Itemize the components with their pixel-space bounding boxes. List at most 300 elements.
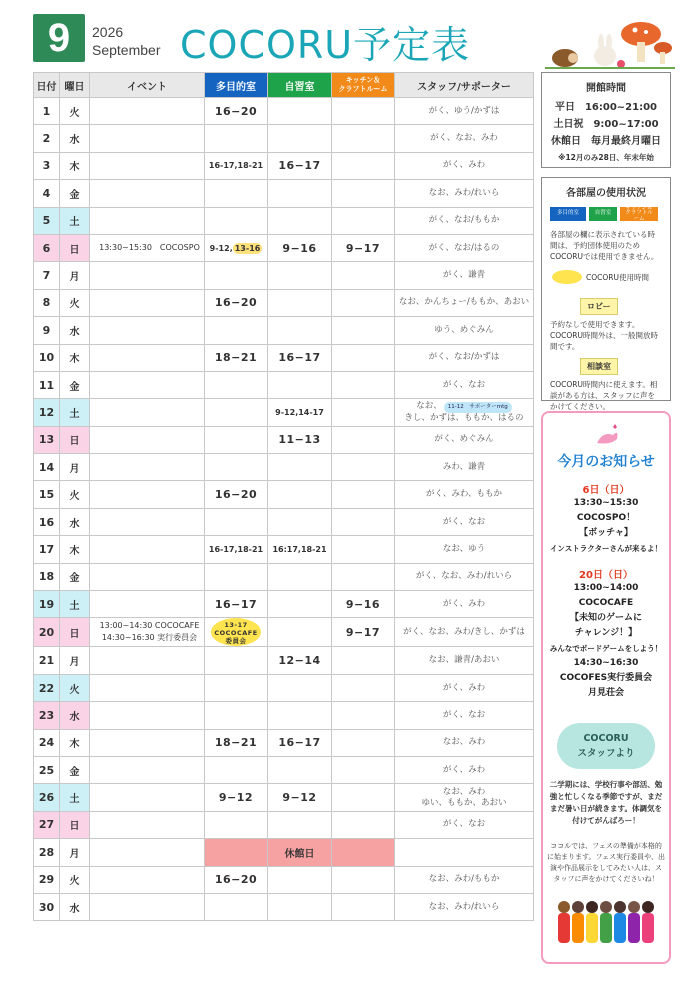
staff-cell: [395, 563, 534, 590]
event-cell: [90, 125, 205, 152]
table-row: [34, 207, 534, 234]
weekday-cell: 水: [60, 508, 90, 535]
yellow-ellipse-icon: [552, 270, 582, 284]
kitchen-cell: [332, 536, 395, 563]
multi-room-cell: [205, 784, 268, 811]
kitchen-cell: [332, 152, 395, 179]
staff-cell: [395, 125, 534, 152]
kitchen-cell: [332, 317, 395, 344]
date-cell: 8: [34, 289, 60, 316]
study-room-cell: [268, 674, 332, 701]
weekday-cell: 土: [60, 591, 90, 618]
col-header-event: イベント: [90, 73, 205, 98]
multi-room-cell: [205, 674, 268, 701]
study-room-cell: 16−17: [268, 152, 332, 179]
date-cell: 7: [34, 262, 60, 289]
event-cell: [90, 647, 205, 674]
col-header-weekday: 曜日: [60, 73, 90, 98]
table-row: [34, 152, 534, 179]
event-cell: [90, 98, 205, 125]
event-cell: [90, 371, 205, 398]
staff-line: がく、なお/かずは: [428, 352, 500, 363]
study-room-cell: 16:17,18-21: [268, 536, 332, 563]
monthly-notice-box: [541, 411, 671, 964]
weekday-cell: 土: [60, 784, 90, 811]
notice-event1-sub: 【ボッチャ】: [579, 528, 633, 538]
weekday-cell: 木: [60, 152, 90, 179]
staff-line: ゆう、めぐみん: [434, 324, 494, 335]
table-row: [34, 98, 534, 125]
weekday-cell: 火: [60, 289, 90, 316]
staff-cell: [395, 481, 534, 508]
staff-line: がく、なお: [442, 709, 486, 720]
weekday-cell: 木: [60, 729, 90, 756]
multi-room-time: 16−20: [214, 104, 258, 118]
staff-cell: [395, 866, 534, 893]
weekday-cell: 水: [60, 125, 90, 152]
multi-room-cell: [205, 702, 268, 729]
month-number: 9: [33, 14, 85, 62]
weekday-cell: 火: [60, 866, 90, 893]
event-line: 14:30~16:30 実行委員会: [101, 633, 198, 643]
event-cell: [90, 399, 205, 426]
staff-cell: [395, 674, 534, 701]
kitchen-cell: [332, 399, 395, 426]
table-row: [34, 647, 534, 674]
supporter-mtg-tag: 11-12 サポーターmtg: [444, 402, 512, 413]
multi-room-cell: [205, 866, 268, 893]
table-row: [34, 289, 534, 316]
date-cell: 9: [34, 317, 60, 344]
table-row: [34, 563, 534, 590]
staff-line: がく、みわ、ももか: [426, 489, 502, 500]
staff-line: がく、ゆう/かずは: [428, 105, 500, 116]
multi-room-cell: [205, 893, 268, 920]
event-cell: [90, 152, 205, 179]
date-cell: 20: [34, 618, 60, 647]
staff-cell: [395, 371, 534, 398]
date-cell: 13: [34, 426, 60, 453]
staff-cell: [395, 702, 534, 729]
date-cell: 5: [34, 207, 60, 234]
kitchen-cell: [332, 371, 395, 398]
date-cell: 21: [34, 647, 60, 674]
date-cell: 27: [34, 811, 60, 838]
kitchen-cell: [332, 508, 395, 535]
staff-line: がく、なお: [442, 379, 486, 390]
table-row: [34, 618, 534, 647]
cococafe-bubble: 13-17 COCOCAFE 委員会: [211, 618, 261, 646]
staff-line: がく、なお/はるの: [428, 242, 500, 253]
study-room-cell: [268, 262, 332, 289]
event-cell: [90, 702, 205, 729]
col-header-study-room: 自習室: [268, 73, 332, 98]
study-room-cell: 9-12,14-17: [268, 399, 332, 426]
lobby-text: 予約なしで使用できます。COCORU時間外は、一般開放時間です。: [550, 320, 658, 351]
table-row: [34, 125, 534, 152]
multi-room-cell: [205, 234, 268, 261]
col-header-staff: スタッフ/サポーター: [395, 73, 534, 98]
multi-room-time: 16-17,18-21: [208, 544, 264, 554]
kitchen-cell: 9−16: [332, 591, 395, 618]
table-row: [34, 536, 534, 563]
date-cell: 23: [34, 702, 60, 729]
staff-line: がく、みわ: [442, 682, 486, 693]
consult-text: COCORU時間内に使えます。相談がある方は、スタッフに声をかけてください。: [550, 380, 658, 411]
staff-line: なお、みわ: [442, 786, 486, 797]
event-cell: [90, 508, 205, 535]
fes-message: ココルでは、フェスの準備が本格的に始まります。フェス実行委員や、出演や作品展示をしてみたい人は、スタッフに声をかけてくださいね！: [547, 842, 665, 883]
weekday-cell: 木: [60, 536, 90, 563]
cloud-line-2: スタッフより: [577, 748, 635, 759]
weekday-cell: 月: [60, 262, 90, 289]
staff-line: がく、なお、みわ: [430, 133, 498, 144]
weekday-cell: 金: [60, 563, 90, 590]
date-cell: 19: [34, 591, 60, 618]
month-name: September: [92, 42, 161, 58]
kitchen-cell: [332, 454, 395, 481]
event-cell: [90, 756, 205, 783]
study-room-cell: [268, 563, 332, 590]
event-cell: [90, 839, 205, 866]
event-line: 13:30~15:30 COCOSPO: [99, 243, 200, 253]
staff-line: がく、めぐみん: [434, 434, 494, 445]
study-room-cell: 16−17: [268, 729, 332, 756]
table-row: [34, 426, 534, 453]
multi-room-cell: [205, 344, 268, 371]
weekday-cell: 月: [60, 839, 90, 866]
table-row: [34, 811, 534, 838]
weekday-cell: 土: [60, 399, 90, 426]
staff-line: がく、みわ: [442, 598, 486, 609]
hours-title: 開館時間: [586, 83, 626, 94]
study-room-cell: [268, 893, 332, 920]
multi-room-time: 9−12: [218, 791, 254, 805]
date-cell: 18: [34, 563, 60, 590]
study-room-cell: [268, 756, 332, 783]
staff-cell: [395, 756, 534, 783]
kitchen-cell: [332, 180, 395, 207]
staff-line: なお、謙青/あおい: [428, 655, 500, 666]
staff-line: がく、謙青: [442, 270, 486, 281]
kitchen-cell: [332, 481, 395, 508]
staff-line: なお、かんちょー/ももか、あおい: [398, 297, 530, 308]
mushroom-animals-illustration: [545, 12, 675, 72]
date-cell: 4: [34, 180, 60, 207]
notice-title: 今月のお知らせ: [557, 454, 655, 470]
closed-cell: [332, 839, 395, 866]
date-cell: 16: [34, 508, 60, 535]
notice-date-1: 6日（日）: [582, 485, 630, 496]
study-room-cell: [268, 866, 332, 893]
event-cell: [90, 180, 205, 207]
staff-cell: [395, 811, 534, 838]
event-cell: [90, 262, 205, 289]
study-room-cell: [268, 481, 332, 508]
chip-kitchen: キッチン＆ クラフトルーム: [620, 207, 658, 221]
date-cell: 6: [34, 234, 60, 261]
col-header-kitchen: キッチン＆ クラフトルーム: [332, 73, 395, 98]
event-line: 13:00~14:30 COCOCAFE: [99, 621, 200, 631]
usage-legend: [552, 270, 662, 284]
event-cell: [90, 563, 205, 590]
study-room-cell: 9−16: [268, 234, 332, 261]
event-cell: [90, 893, 205, 920]
kitchen-cell: [332, 426, 395, 453]
staff-cell: [395, 317, 534, 344]
kitchen-cell: [332, 125, 395, 152]
cocoru-highlight: 13-16: [234, 243, 261, 253]
weekday-cell: 木: [60, 344, 90, 371]
weekday-cell: 月: [60, 454, 90, 481]
study-room-cell: [268, 125, 332, 152]
multi-room-cell: [205, 180, 268, 207]
multi-room-cell: [205, 481, 268, 508]
multi-room-cell: [205, 317, 268, 344]
table-row: [34, 893, 534, 920]
notice-event2-note: みんなでボードゲームをしよう！: [549, 644, 663, 653]
rooms-title: 各部屋の使用状況: [566, 188, 646, 199]
staff-line: きし、かずは、ももか、はるの: [404, 412, 524, 423]
staff-cell: [395, 454, 534, 481]
notice-event3-place: 月見荘会: [587, 688, 624, 698]
table-row: [34, 317, 534, 344]
staff-line: がく、なお、みわ/きし、かずは: [403, 626, 525, 637]
study-room-cell: 16−17: [268, 344, 332, 371]
study-room-cell: [268, 317, 332, 344]
multi-room-cell: [205, 262, 268, 289]
hours-note: ※12月のみ28日、年末年始: [558, 153, 654, 162]
multi-room-cell: [205, 289, 268, 316]
hours-weekday: 平日 16:00~21:00: [554, 102, 658, 113]
multi-room-cell: [205, 591, 268, 618]
staff-line: がく、なお、みわ/れいら: [415, 571, 513, 582]
staff-line: なお、みわ/ももか: [428, 874, 500, 885]
weekday-cell: 日: [60, 426, 90, 453]
date-cell: 14: [34, 454, 60, 481]
kitchen-cell: [332, 866, 395, 893]
table-row: [34, 508, 534, 535]
notice-event2-time: 13:00~14:00: [573, 583, 639, 593]
year-label: 2026: [92, 24, 124, 40]
event-cell: [90, 317, 205, 344]
weekday-cell: 火: [60, 98, 90, 125]
staff-line: がく、みわ: [442, 764, 486, 775]
rooms-desc: 各部屋の欄に表示されている時間は、予約団体使用のため COCORUでは使用できません。: [550, 230, 659, 261]
kitchen-cell: 9−17: [332, 234, 395, 261]
date-cell: 11: [34, 371, 60, 398]
table-row: [34, 344, 534, 371]
kitchen-cell: [332, 784, 395, 811]
event-cell: [90, 289, 205, 316]
staff-line: ゆい、ももか、あおい: [421, 797, 507, 808]
study-room-cell: [268, 591, 332, 618]
table-row: [34, 784, 534, 811]
kitchen-cell: [332, 262, 395, 289]
notice-event2-name: COCOCAFE: [578, 598, 634, 608]
study-room-cell: [268, 508, 332, 535]
multi-room-cell: [205, 756, 268, 783]
date-cell: 10: [34, 344, 60, 371]
staff-cell: [395, 98, 534, 125]
notice-event2-sub2: チャレンジ！】: [574, 628, 638, 638]
multi-room-cell: [205, 647, 268, 674]
multi-room-cell: [205, 536, 268, 563]
table-row: [34, 234, 534, 261]
multi-room-cell: [205, 508, 268, 535]
study-room-cell: [268, 811, 332, 838]
legend-label: COCORU使用時間: [586, 272, 649, 282]
multi-room-cell: [205, 371, 268, 398]
date-cell: 17: [34, 536, 60, 563]
kitchen-cell: [332, 289, 395, 316]
event-cell: [90, 618, 205, 647]
multi-room-cell: [205, 399, 268, 426]
staff-line: なお、 11-12 サポーターmtg: [395, 401, 533, 413]
weekday-cell: 土: [60, 207, 90, 234]
table-row: [34, 674, 534, 701]
table-row: [34, 591, 534, 618]
notice-event2-sub1: 【未知のゲームに: [569, 613, 642, 623]
staff-cell: [395, 729, 534, 756]
event-cell: [90, 344, 205, 371]
event-cell: [90, 811, 205, 838]
event-cell: [90, 866, 205, 893]
closed-cell: [205, 839, 268, 866]
study-room-cell: [268, 207, 332, 234]
weekday-cell: 月: [60, 647, 90, 674]
multi-room-cell: [205, 563, 268, 590]
table-row: [34, 729, 534, 756]
date-cell: 3: [34, 152, 60, 179]
table-row: [34, 454, 534, 481]
staff-cell: [395, 839, 534, 866]
notice-event1-name: COCOSPO！: [576, 513, 636, 523]
staff-cell: [395, 152, 534, 179]
schedule-table: [33, 72, 534, 921]
staff-line: なお、みわ/れいら: [428, 901, 500, 912]
staff-line: がく、みわ: [442, 160, 486, 171]
multi-room-time: 16-17,18-21: [208, 161, 264, 171]
staff-cell: [395, 180, 534, 207]
date-cell: 25: [34, 756, 60, 783]
staff-cell: [395, 344, 534, 371]
notice-event1-time: 13:30~15:30: [573, 498, 639, 508]
kitchen-cell: [332, 647, 395, 674]
table-row: [34, 481, 534, 508]
closed-label: 休館日: [268, 839, 332, 866]
staff-message: 二学期には、学校行事や部活、勉強と忙しくなる季節ですが、まだまだ暑い日が続きます。体調気を付けてがんばろー！: [549, 780, 663, 825]
notice-date-2: 20日（日）: [579, 570, 633, 581]
multi-room-cell: [205, 618, 268, 647]
date-cell: 29: [34, 866, 60, 893]
multi-room-time: 16−20: [214, 296, 258, 310]
staff-line: がく、なお: [442, 819, 486, 830]
event-cell: [90, 426, 205, 453]
col-header-date: 日付: [34, 73, 60, 98]
study-room-cell: [268, 98, 332, 125]
chip-study-room: 自習室: [589, 207, 617, 221]
kitchen-cell: [332, 98, 395, 125]
staff-cell: [395, 399, 534, 426]
multi-room-cell: [205, 811, 268, 838]
study-room-cell: [268, 371, 332, 398]
study-room-cell: [268, 618, 332, 647]
date-cell: 2: [34, 125, 60, 152]
multi-room-time: 16−20: [214, 488, 258, 502]
study-room-cell: [268, 180, 332, 207]
staff-line: みわ、謙青: [442, 461, 486, 472]
staff-line: がく、なお: [442, 516, 486, 527]
table-row: [34, 839, 534, 866]
kitchen-cell: [332, 756, 395, 783]
staff-cell: [395, 207, 534, 234]
event-cell: [90, 536, 205, 563]
kitchen-cell: [332, 344, 395, 371]
weekday-cell: 金: [60, 756, 90, 783]
multi-room-cell: [205, 454, 268, 481]
weekday-cell: 金: [60, 180, 90, 207]
study-room-cell: 9−12: [268, 784, 332, 811]
weekday-cell: 火: [60, 481, 90, 508]
table-row: [34, 399, 534, 426]
table-row: [34, 371, 534, 398]
weekday-cell: 水: [60, 317, 90, 344]
multi-room-cell: [205, 426, 268, 453]
page-title: COCORU予定表: [180, 23, 471, 67]
table-row: [34, 702, 534, 729]
event-cell: [90, 481, 205, 508]
hours-weekend: 土日祝 9:00~17:00: [553, 119, 659, 130]
multi-room-time: 16−17: [214, 597, 258, 611]
staff-message-cloud: [557, 723, 655, 769]
event-cell: [90, 784, 205, 811]
date-cell: 12: [34, 399, 60, 426]
date-cell: 30: [34, 893, 60, 920]
weekday-cell: 日: [60, 811, 90, 838]
table-row: [34, 180, 534, 207]
staff-cell: [395, 618, 534, 647]
weekday-cell: 水: [60, 893, 90, 920]
multi-room-cell: [205, 98, 268, 125]
kitchen-cell: [332, 893, 395, 920]
col-header-multi-room: 多目的室: [205, 73, 268, 98]
event-cell: [90, 234, 205, 261]
weekday-cell: 日: [60, 234, 90, 261]
staff-cell: [395, 234, 534, 261]
notice-event1-note: インストラクターさんが来るよ！: [549, 544, 663, 553]
staff-cell: [395, 893, 534, 920]
staff-cell: [395, 289, 534, 316]
multi-room-cell: [205, 125, 268, 152]
event-cell: [90, 729, 205, 756]
notice-event3-time: 14:30~16:30: [573, 658, 639, 668]
room-usage-box: [541, 177, 671, 411]
weekday-cell: 水: [60, 702, 90, 729]
table-row: [34, 262, 534, 289]
consult-label: 相談室: [580, 358, 618, 375]
notice-event3-name: COCOFES実行委員会: [559, 673, 653, 683]
kitchen-cell: [332, 563, 395, 590]
multi-room-cell: [205, 207, 268, 234]
weekday-cell: 火: [60, 674, 90, 701]
weekday-cell: 日: [60, 618, 90, 647]
date-cell: 15: [34, 481, 60, 508]
people-group-illustration: [554, 893, 658, 947]
chip-multi-room: 多目的室: [550, 207, 586, 221]
staff-line: なお、ゆう: [442, 543, 486, 554]
staff-line: なお、みわ: [442, 737, 486, 748]
